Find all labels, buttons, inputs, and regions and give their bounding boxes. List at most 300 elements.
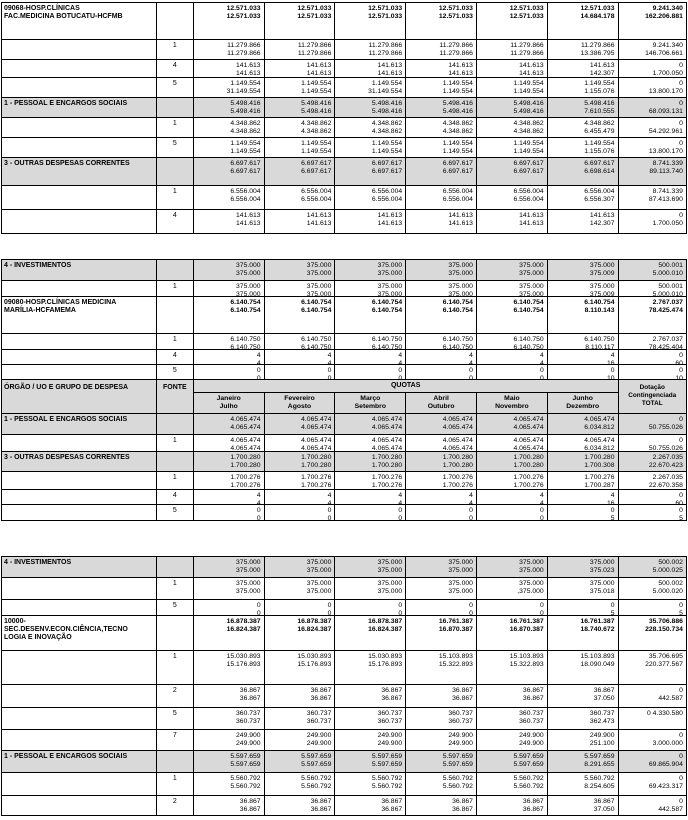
budget-table-segment bbox=[1, 556, 687, 816]
first-semester-value: 1.149.554 bbox=[301, 80, 332, 87]
quota-value-cell bbox=[264, 435, 335, 451]
group-row bbox=[2, 750, 686, 772]
quota-value-cell bbox=[193, 334, 264, 349]
first-semester-value: 500.001 bbox=[658, 262, 683, 269]
second-semester-value: 5.498.416 bbox=[513, 107, 544, 115]
quotas-header: QUOTAS bbox=[194, 380, 618, 393]
fonte-row bbox=[2, 364, 686, 379]
fonte-cell bbox=[156, 651, 193, 684]
month-bottom-label: Julho bbox=[219, 403, 238, 410]
org-uo-label-cell bbox=[2, 452, 156, 471]
org-uo-label-cell bbox=[2, 138, 156, 157]
fonte-row bbox=[2, 209, 686, 233]
first-semester-value: 141.613 bbox=[589, 212, 615, 219]
fonte-cell bbox=[156, 435, 193, 451]
fonte-cell bbox=[156, 557, 193, 577]
second-semester-value: 0 bbox=[539, 609, 544, 615]
quota-value-cell bbox=[193, 730, 264, 750]
first-semester-value: 4 bbox=[398, 352, 403, 359]
second-semester-value: 13.800.170 bbox=[648, 87, 683, 95]
first-semester-value: 375.000 bbox=[448, 283, 473, 290]
fonte-cell bbox=[156, 210, 193, 233]
budget-table-segment bbox=[1, 2, 687, 234]
first-semester-value: 15.030.893 bbox=[368, 653, 403, 660]
first-semester-value: 375.000 bbox=[306, 580, 332, 587]
second-semester-value: 11.279.866 bbox=[368, 49, 403, 57]
second-semester-value: 5 bbox=[679, 609, 683, 615]
quota-value-cell bbox=[264, 186, 335, 209]
quota-value-cell bbox=[264, 297, 335, 333]
second-semester-value: 69.423.317 bbox=[648, 782, 683, 790]
total-header-line: Contingenciada bbox=[628, 392, 677, 399]
quota-value-cell bbox=[334, 158, 405, 185]
first-semester-value: 0 bbox=[327, 507, 332, 514]
second-semester-value: 4.348.862 bbox=[513, 127, 544, 135]
fonte-cell bbox=[156, 78, 193, 97]
second-semester-value: 78.425.404 bbox=[648, 343, 683, 349]
first-semester-value: 0 bbox=[679, 120, 683, 127]
first-semester-value: 0 bbox=[679, 732, 683, 739]
second-semester-value: 31.149.554 bbox=[226, 87, 261, 95]
quota-value-cell bbox=[334, 365, 405, 379]
quota-value-cell bbox=[193, 557, 264, 577]
second-semester-value: 8.110.143 bbox=[584, 306, 615, 314]
month-top-label: Janeiro bbox=[216, 395, 241, 402]
second-semester-value: 15.176.893 bbox=[297, 660, 332, 668]
first-semester-value: 1.700.280 bbox=[513, 454, 544, 461]
first-semester-value: 5.597.659 bbox=[301, 753, 332, 760]
quota-value-cell bbox=[264, 98, 335, 117]
second-semester-value: 6.140.750 bbox=[513, 343, 544, 349]
first-semester-value: 1.149.554 bbox=[442, 140, 473, 147]
second-semester-value: 50.755.026 bbox=[648, 444, 683, 451]
second-semester-value: 54.292.961 bbox=[648, 127, 683, 135]
second-semester-value: 4.065.474 bbox=[230, 444, 261, 451]
first-semester-value: 36.867 bbox=[381, 798, 403, 805]
second-semester-value: 0 bbox=[398, 609, 403, 615]
fonte-row bbox=[2, 599, 686, 615]
second-semester-value: 5.597.659 bbox=[301, 760, 332, 768]
second-semester-value: 5.560.792 bbox=[371, 782, 403, 790]
first-semester-value: 15.030.893 bbox=[297, 653, 332, 660]
first-semester-value: 1.149.554 bbox=[371, 140, 403, 147]
second-semester-value: 375.018 bbox=[589, 587, 615, 595]
second-semester-value: 1.149.554 bbox=[442, 147, 473, 155]
total-header-line: Dotação bbox=[639, 384, 665, 391]
total-value-cell bbox=[618, 281, 686, 296]
second-semester-value: 360.737 bbox=[236, 717, 261, 725]
second-semester-value: 18.090.049 bbox=[580, 660, 615, 668]
quota-value-cell bbox=[547, 118, 618, 137]
second-semester-value: 10 bbox=[675, 374, 683, 379]
fonte-code: 1 bbox=[172, 474, 177, 481]
total-value-cell bbox=[618, 210, 686, 233]
first-semester-value: 12.571.033 bbox=[368, 5, 403, 12]
second-semester-value: 5.560.792 bbox=[513, 782, 544, 790]
second-semester-value: 4.065.474 bbox=[513, 423, 544, 431]
first-semester-value: 5.498.416 bbox=[442, 100, 473, 107]
fonte-row bbox=[2, 471, 686, 489]
second-semester-value: 362.473 bbox=[589, 717, 615, 725]
quota-value-cell bbox=[476, 260, 547, 280]
second-semester-value: 4 bbox=[469, 359, 473, 364]
quota-value-cell bbox=[193, 751, 264, 772]
second-semester-value: 4 bbox=[469, 499, 473, 504]
first-semester-value: 141.613 bbox=[306, 62, 332, 69]
second-semester-value: 6.140.750 bbox=[442, 343, 473, 349]
first-semester-value: 1.700.276 bbox=[513, 474, 544, 481]
fonte-code: 5 bbox=[172, 367, 177, 374]
fonte-cell bbox=[156, 98, 193, 117]
second-semester-value: 220.377.567 bbox=[645, 660, 683, 668]
second-semester-value: 375.023 bbox=[589, 566, 615, 574]
second-semester-value: 4 bbox=[398, 499, 403, 504]
label-line: FAC.MEDICINA BOTUCATU-HCFMB bbox=[4, 13, 123, 20]
fonte-cell bbox=[156, 452, 193, 471]
fonte-row bbox=[2, 349, 686, 364]
quota-value-cell bbox=[476, 158, 547, 185]
quota-value-cell bbox=[193, 158, 264, 185]
fonte-code: 1 bbox=[172, 580, 177, 587]
second-semester-value: 1.700.280 bbox=[371, 461, 403, 469]
first-semester-value: 4.065.474 bbox=[442, 416, 473, 423]
first-semester-value: 9.241.340 bbox=[652, 5, 683, 12]
quota-value-cell bbox=[476, 210, 547, 233]
second-semester-value: 249.900 bbox=[236, 739, 261, 747]
second-semester-value: 11.279.866 bbox=[439, 49, 473, 57]
second-semester-value: 36.867 bbox=[310, 805, 332, 813]
quota-value-cell bbox=[547, 685, 618, 707]
quota-value-cell bbox=[547, 616, 618, 650]
first-semester-value: 0 4.330.580 bbox=[646, 710, 683, 717]
total-value-cell bbox=[618, 118, 686, 137]
second-semester-value: 1.700.276 bbox=[513, 481, 544, 489]
quota-value-cell bbox=[193, 98, 264, 117]
fonte-code: 1 bbox=[172, 653, 177, 660]
first-semester-value: 375.000 bbox=[589, 559, 615, 566]
month-header bbox=[334, 393, 405, 413]
quota-value-cell bbox=[334, 490, 405, 504]
first-semester-value: 0 bbox=[679, 507, 683, 514]
second-semester-value: 68.093.131 bbox=[648, 107, 683, 115]
fonte-row bbox=[2, 280, 686, 296]
second-semester-value: 375.000 bbox=[236, 269, 261, 277]
second-semester-value: 11.279.866 bbox=[227, 49, 261, 57]
quota-value-cell bbox=[193, 472, 264, 489]
second-semester-value: 1.149.554 bbox=[230, 147, 261, 155]
fonte-cell bbox=[156, 708, 193, 729]
second-semester-value: 5 bbox=[610, 609, 615, 615]
second-semester-value: 4.348.862 bbox=[371, 127, 403, 135]
second-semester-value: 141.613 bbox=[519, 69, 544, 77]
fonte-row bbox=[2, 795, 686, 815]
first-semester-value: 375.000 bbox=[519, 580, 544, 587]
org-uo-label-cell bbox=[2, 98, 156, 117]
total-value-cell bbox=[618, 472, 686, 489]
first-semester-value: 1.700.280 bbox=[442, 454, 473, 461]
second-semester-value: 15.176.893 bbox=[226, 660, 261, 668]
fonte-row bbox=[2, 684, 686, 707]
second-semester-value: 0 bbox=[469, 609, 473, 615]
second-semester-value: 249.900 bbox=[448, 739, 473, 747]
quota-value-cell bbox=[334, 186, 405, 209]
quota-value-cell bbox=[476, 472, 547, 489]
first-semester-value: 2.767.037 bbox=[652, 336, 683, 343]
quota-value-cell bbox=[264, 651, 335, 684]
first-semester-value: 6.697.617 bbox=[442, 160, 473, 167]
quota-value-cell bbox=[547, 334, 618, 349]
total-value-cell bbox=[618, 796, 686, 815]
first-semester-value: 0 bbox=[610, 602, 615, 609]
quota-value-cell bbox=[547, 651, 618, 684]
fonte-row bbox=[2, 504, 686, 520]
quota-value-cell bbox=[547, 505, 618, 520]
first-semester-value: 375.000 bbox=[519, 262, 544, 269]
quota-value-cell bbox=[547, 78, 618, 97]
fonte-code: 4 bbox=[172, 62, 177, 69]
quota-value-cell bbox=[476, 600, 547, 615]
second-semester-value: 12.571.033 bbox=[438, 12, 473, 20]
quota-value-cell bbox=[193, 505, 264, 520]
quota-value-cell bbox=[405, 186, 476, 209]
quota-value-cell bbox=[547, 350, 618, 364]
second-semester-value: 6.140.754 bbox=[301, 306, 332, 314]
fonte-cell bbox=[156, 138, 193, 157]
month-top-label: Março bbox=[360, 395, 381, 402]
first-semester-value: 360.737 bbox=[448, 710, 473, 717]
second-semester-value: 36.867 bbox=[239, 694, 261, 702]
first-semester-value: 249.900 bbox=[306, 732, 332, 739]
first-semester-value: 6.556.004 bbox=[513, 188, 544, 195]
total-value-cell bbox=[618, 730, 686, 750]
label-line: MARÍLIA-HCFAMEMA bbox=[4, 307, 76, 314]
second-semester-value: 89.113.740 bbox=[649, 167, 683, 175]
quota-value-cell bbox=[547, 578, 618, 599]
second-semester-value: 4.065.474 bbox=[301, 423, 332, 431]
first-semester-value: 0 bbox=[679, 775, 683, 782]
quota-value-cell bbox=[547, 435, 618, 451]
first-semester-value: 12.571.033 bbox=[509, 5, 544, 12]
first-semester-value: 6.140.754 bbox=[230, 299, 261, 306]
quota-value-cell bbox=[334, 600, 405, 615]
first-semester-value: 12.571.033 bbox=[226, 5, 261, 12]
first-semester-value: 36.867 bbox=[239, 687, 261, 694]
quota-value-cell bbox=[405, 472, 476, 489]
label-line: 4 - INVESTIMENTOS bbox=[4, 559, 72, 566]
second-semester-value: 162.206.881 bbox=[645, 12, 683, 20]
quota-value-cell bbox=[476, 334, 547, 349]
quota-value-cell bbox=[334, 260, 405, 280]
first-semester-value: 1.700.280 bbox=[584, 454, 615, 461]
first-semester-value: 4.065.474 bbox=[584, 416, 615, 423]
second-semester-value: 141.613 bbox=[519, 219, 544, 227]
second-semester-value: 16 bbox=[606, 499, 615, 504]
quota-value-cell bbox=[264, 730, 335, 750]
fonte-cell bbox=[156, 40, 193, 59]
total-value-cell bbox=[618, 365, 686, 379]
first-semester-value: 375.000 bbox=[306, 262, 332, 269]
quota-value-cell bbox=[334, 138, 405, 157]
second-semester-value: 8.110.117 bbox=[585, 343, 615, 349]
second-semester-value: 6.140.750 bbox=[371, 343, 403, 349]
quota-value-cell bbox=[264, 40, 335, 59]
second-semester-value: 8.254.605 bbox=[584, 782, 615, 790]
quota-value-cell bbox=[405, 281, 476, 296]
label-line: 4 - INVESTIMENTOS bbox=[4, 262, 72, 269]
first-semester-value: 0 bbox=[469, 367, 473, 374]
second-semester-value: 142.307 bbox=[589, 69, 615, 77]
first-semester-value: 0 bbox=[539, 602, 544, 609]
second-semester-value: 142.307 bbox=[589, 219, 615, 227]
second-semester-value: 0 bbox=[539, 514, 544, 520]
quota-value-cell bbox=[193, 78, 264, 97]
first-semester-value: 500.001 bbox=[658, 283, 683, 290]
org-uo-label-cell bbox=[2, 350, 156, 364]
fonte-code: 5 bbox=[172, 140, 177, 147]
first-semester-value: 6.140.750 bbox=[584, 336, 615, 343]
second-semester-value: 6.140.754 bbox=[230, 306, 261, 314]
first-semester-value: 1.700.280 bbox=[230, 454, 261, 461]
first-semester-value: 36.867 bbox=[522, 687, 544, 694]
quota-value-cell bbox=[476, 651, 547, 684]
fonte-cell bbox=[156, 796, 193, 815]
quota-value-cell bbox=[334, 796, 405, 815]
first-semester-value: 4 bbox=[539, 492, 544, 499]
first-semester-value: 4.348.862 bbox=[442, 120, 473, 127]
org-uo-label-cell bbox=[2, 186, 156, 209]
second-semester-value: 36.867 bbox=[381, 694, 403, 702]
first-semester-value: 1.149.554 bbox=[513, 140, 544, 147]
total-value-cell bbox=[618, 3, 686, 39]
first-semester-value: 375.000 bbox=[589, 283, 615, 290]
quota-value-cell bbox=[405, 616, 476, 650]
first-semester-value: 5.560.792 bbox=[584, 775, 615, 782]
fonte-code: 1 bbox=[172, 120, 177, 127]
first-semester-value: 0 bbox=[398, 602, 403, 609]
quota-value-cell bbox=[264, 472, 335, 489]
second-semester-value: 6.034.812 bbox=[584, 423, 615, 431]
quota-value-cell bbox=[193, 414, 264, 434]
quota-value-cell bbox=[405, 435, 476, 451]
quota-value-cell bbox=[405, 365, 476, 379]
quota-value-cell bbox=[547, 138, 618, 157]
total-value-cell bbox=[618, 186, 686, 209]
second-semester-value: 1.155.076 bbox=[584, 87, 615, 95]
fonte-row bbox=[2, 577, 686, 599]
org-uo-label-cell bbox=[2, 651, 156, 684]
quota-value-cell bbox=[476, 708, 547, 729]
first-semester-value: 375.000 bbox=[377, 580, 403, 587]
first-semester-value: 4.065.474 bbox=[584, 437, 615, 444]
fonte-code: 5 bbox=[172, 507, 177, 514]
fonte-row bbox=[2, 434, 686, 451]
second-semester-value: 5.597.659 bbox=[230, 760, 261, 768]
second-semester-value: 18.740.672 bbox=[580, 625, 615, 633]
first-semester-value: 36.867 bbox=[593, 687, 615, 694]
first-semester-value: 6.140.750 bbox=[301, 336, 332, 343]
quota-value-cell bbox=[334, 297, 405, 333]
first-semester-value: 11.279.866 bbox=[510, 42, 544, 49]
fonte-code: 1 bbox=[172, 437, 177, 444]
quota-value-cell bbox=[334, 472, 405, 489]
second-semester-value: 11.279.866 bbox=[297, 49, 332, 57]
second-semester-value: 375.000 bbox=[377, 587, 403, 595]
second-semester-value: 12.571.033 bbox=[368, 12, 403, 20]
total-value-cell bbox=[618, 40, 686, 59]
quota-value-cell bbox=[193, 600, 264, 615]
month-bottom-label: Novembro bbox=[495, 403, 529, 410]
quota-value-cell bbox=[405, 796, 476, 815]
second-semester-value: 1.700.280 bbox=[513, 461, 544, 469]
quota-value-cell bbox=[264, 78, 335, 97]
quota-value-cell bbox=[547, 60, 618, 77]
quota-value-cell bbox=[405, 773, 476, 795]
second-semester-value: 6.140.754 bbox=[371, 306, 403, 314]
fonte-row bbox=[2, 729, 686, 750]
first-semester-value: 5.498.416 bbox=[230, 100, 261, 107]
second-semester-value: 4 bbox=[539, 359, 544, 364]
fonte-cell bbox=[156, 578, 193, 599]
second-semester-value: 141.613 bbox=[377, 219, 403, 227]
second-semester-value: 375.000 bbox=[306, 290, 332, 296]
first-semester-value: 500.002 bbox=[658, 580, 683, 587]
quota-value-cell bbox=[264, 334, 335, 349]
first-semester-value: 0 bbox=[679, 367, 683, 374]
first-semester-value: 360.737 bbox=[519, 710, 544, 717]
fonte-code: 1 bbox=[172, 188, 177, 195]
first-semester-value: 5.597.659 bbox=[513, 753, 544, 760]
quota-value-cell bbox=[476, 414, 547, 434]
quota-value-cell bbox=[193, 260, 264, 280]
second-semester-value: 360.737 bbox=[448, 717, 473, 725]
total-value-cell bbox=[618, 334, 686, 349]
quota-value-cell bbox=[405, 600, 476, 615]
first-semester-value: 5.560.792 bbox=[230, 775, 261, 782]
quota-value-cell bbox=[334, 773, 405, 795]
second-semester-value: 15.176.893 bbox=[368, 660, 403, 668]
first-semester-value: 6.140.750 bbox=[230, 336, 261, 343]
first-semester-value: 0 bbox=[679, 753, 683, 760]
second-semester-value: 16 bbox=[606, 359, 615, 364]
first-semester-value: 4 bbox=[327, 492, 332, 499]
first-semester-value: 5.560.792 bbox=[371, 775, 403, 782]
first-semester-value: 6.556.004 bbox=[442, 188, 473, 195]
month-top-label: Fevereiro bbox=[284, 395, 315, 402]
quota-value-cell bbox=[334, 60, 405, 77]
fonte-cell bbox=[156, 365, 193, 379]
first-semester-value: 8.741.339 bbox=[652, 160, 683, 167]
second-semester-value: 1.700.276 bbox=[230, 481, 261, 489]
quota-value-cell bbox=[547, 773, 618, 795]
first-semester-value: 8.741.339 bbox=[652, 188, 683, 195]
org-uo-label-cell bbox=[2, 260, 156, 280]
first-semester-value: 0 bbox=[679, 687, 683, 694]
second-semester-value: 249.900 bbox=[377, 739, 403, 747]
quota-value-cell bbox=[405, 708, 476, 729]
second-semester-value: 1.700.287 bbox=[584, 481, 615, 489]
first-semester-value: 1.700.276 bbox=[230, 474, 261, 481]
organ-column-header: ÓRGÃO / UO E GRUPO DE DESPESA bbox=[4, 384, 129, 391]
group-row bbox=[2, 451, 686, 471]
quota-value-cell bbox=[193, 578, 264, 599]
quota-value-cell bbox=[264, 260, 335, 280]
first-semester-value: 4 bbox=[469, 492, 473, 499]
first-semester-value: 2.767.037 bbox=[652, 299, 683, 306]
first-semester-value: 360.737 bbox=[236, 710, 261, 717]
second-semester-value: 37.050 bbox=[593, 694, 615, 702]
first-semester-value: 12.571.033 bbox=[438, 5, 473, 12]
fonte-code: 5 bbox=[172, 602, 177, 609]
